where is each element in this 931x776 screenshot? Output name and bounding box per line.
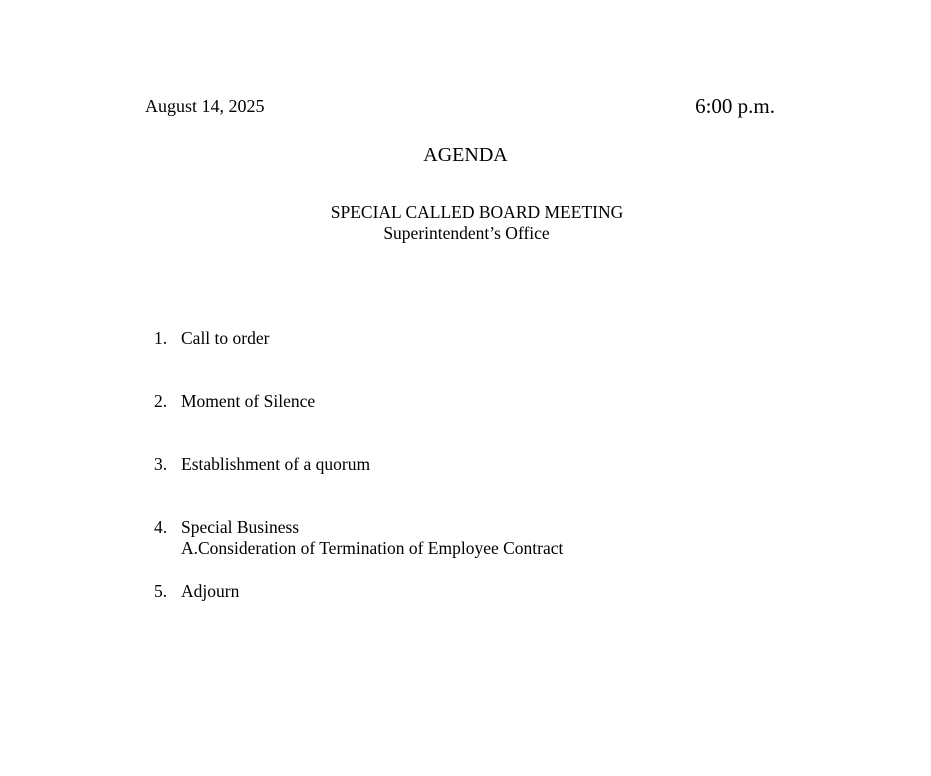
agenda-item-label: Establishment of a quorum <box>181 454 371 474</box>
agenda-item-number: 2. <box>154 391 168 411</box>
meeting-location: Superintendent’s Office <box>383 223 550 243</box>
meeting-name: SPECIAL CALLED BOARD MEETING <box>330 202 624 222</box>
agenda-item-label: Call to order <box>181 328 270 348</box>
agenda-item-number: 1. <box>154 328 168 348</box>
page-title: AGENDA <box>423 144 508 166</box>
agenda-item-label: Adjourn <box>181 581 240 601</box>
agenda-item-label: Special Business <box>181 517 300 537</box>
agenda-item-number: 5. <box>154 581 168 601</box>
agenda-item-number: 3. <box>154 454 168 474</box>
agenda-item-label: Moment of Silence <box>181 391 316 411</box>
agenda-item-number: 4. <box>154 517 168 537</box>
agenda-subitem-label: A.Consideration of Termination of Employee Contract <box>181 538 564 558</box>
meeting-time: 6:00 p.m. <box>695 94 775 118</box>
meeting-date: August 14, 2025 <box>145 96 265 116</box>
